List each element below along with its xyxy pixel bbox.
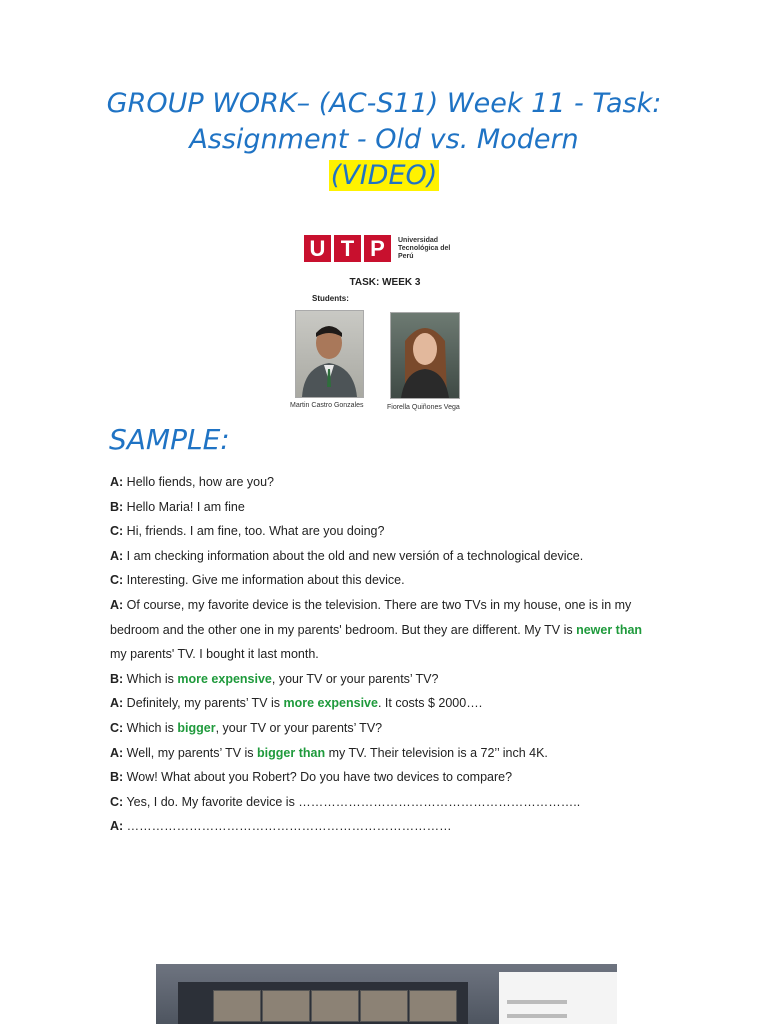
- comparative-highlight: newer than: [576, 622, 643, 637]
- dialogue-text: Which is: [123, 720, 178, 735]
- logo-letter-t: T: [334, 235, 361, 262]
- speaker-label: C:: [110, 794, 124, 809]
- comparative-highlight: bigger than: [257, 745, 326, 760]
- dialogue-text: Hello fiends, how are you?: [123, 475, 274, 489]
- dialogue-text: Which is: [123, 671, 178, 686]
- student-photo-2: [390, 312, 460, 399]
- speaker-label: A:: [110, 819, 124, 834]
- comparative-highlight: more expensive: [283, 696, 378, 711]
- student-photo-1: [295, 310, 364, 398]
- speaker-label: B:: [110, 770, 124, 785]
- dialogue-text: Well, my parents’ TV is: [123, 745, 258, 760]
- dialogue-text: ……………………………………………………………………: [123, 819, 452, 834]
- speaker-label: C:: [110, 573, 124, 588]
- utp-logo: [304, 235, 458, 262]
- dialogue-line: [110, 765, 655, 790]
- document-title: [0, 86, 768, 194]
- dialogue-line: [110, 814, 655, 839]
- dialogue-text: , your TV or your parents’ TV?: [271, 671, 439, 686]
- video-call-screenshot: [156, 964, 617, 1024]
- speaker-label: A:: [110, 696, 124, 711]
- participant-tile: [409, 990, 457, 1022]
- title-line-1: GROUP WORK– (AC-S11) Week 11 - Task:: [106, 88, 662, 119]
- speaker-label: C:: [110, 720, 124, 735]
- dialogue-line: [110, 544, 655, 569]
- participant-tile: [311, 990, 359, 1022]
- title-video-highlight: (VIDEO): [330, 160, 438, 191]
- dialogue-line: [110, 519, 655, 544]
- speaker-label: B:: [110, 499, 124, 514]
- dialogue-text: Hello Maria! I am fine: [123, 499, 245, 514]
- comparative-highlight: bigger: [177, 720, 216, 735]
- student-name-1: Martin Castro Gonzales: [290, 402, 364, 409]
- participant-tile: [262, 990, 310, 1022]
- dialogue-text: I am checking information about the old and new versión of a technological device.: [123, 548, 584, 563]
- participant-tile: [213, 990, 261, 1022]
- participant-row: [507, 1000, 567, 1004]
- dialogue-text: Yes, I do. My favorite device is …………………………………………………………..: [123, 794, 581, 809]
- dialogue-text: Interesting. Give me information about this device.: [123, 573, 405, 588]
- dialogue-text: my parents' TV. I bought it last month.: [110, 647, 319, 662]
- dialogue-line: [110, 470, 655, 495]
- dialogue-text: my TV. Their television is a 72’’ inch 4K.: [325, 745, 548, 760]
- dialogue-line: [110, 741, 655, 766]
- logo-letter-p: P: [364, 235, 391, 262]
- speaker-label: C:: [110, 524, 124, 539]
- logo-letter-u: U: [304, 235, 331, 262]
- dialogue-text: Hi, friends. I am fine, too. What are you doing?: [123, 524, 385, 539]
- speaker-label: A:: [110, 475, 124, 489]
- sample-heading: SAMPLE:: [109, 423, 230, 456]
- dialogue-line: [110, 495, 655, 520]
- dialogue-text: , your TV or your parents’ TV?: [215, 720, 383, 735]
- participant-tile: [360, 990, 408, 1022]
- dialogue-line: [110, 790, 655, 815]
- speaker-label: B:: [110, 671, 124, 686]
- dialogue-line: [110, 593, 655, 667]
- speaker-label: A:: [110, 597, 124, 612]
- speaker-label: A:: [110, 548, 124, 563]
- dialogue-line: [110, 691, 655, 716]
- title-line-2: Assignment - Old vs. Modern: [189, 124, 579, 155]
- dialogue-text: . It costs $ 2000….: [377, 696, 483, 711]
- participant-row: [507, 1014, 567, 1018]
- dialogue-text: Definitely, my parents’ TV is: [123, 696, 284, 711]
- dialogue-line: [110, 667, 655, 692]
- students-label: Students:: [312, 294, 349, 303]
- university-name: Universidad Tecnológica del Perú: [398, 237, 451, 260]
- participants-panel: [499, 972, 617, 1024]
- dialogue: [110, 470, 655, 839]
- comparative-highlight: more expensive: [177, 671, 272, 686]
- dialogue-line: [110, 716, 655, 741]
- student-name-2: Fiorella Quiñones Vega: [387, 404, 460, 411]
- speaker-label: A:: [110, 745, 124, 760]
- cover-image: [285, 224, 485, 420]
- task-label: TASK: WEEK 3: [349, 277, 421, 288]
- dialogue-text: Of course, my favorite device is the television. There are two TVs in my house, one is in my bedroom and the other one in my parents' bedroom. But they are different. My TV is: [110, 597, 632, 637]
- dialogue-line: [110, 568, 655, 593]
- dialogue-text: Wow! What about you Robert? Do you have two devices to compare?: [123, 770, 513, 785]
